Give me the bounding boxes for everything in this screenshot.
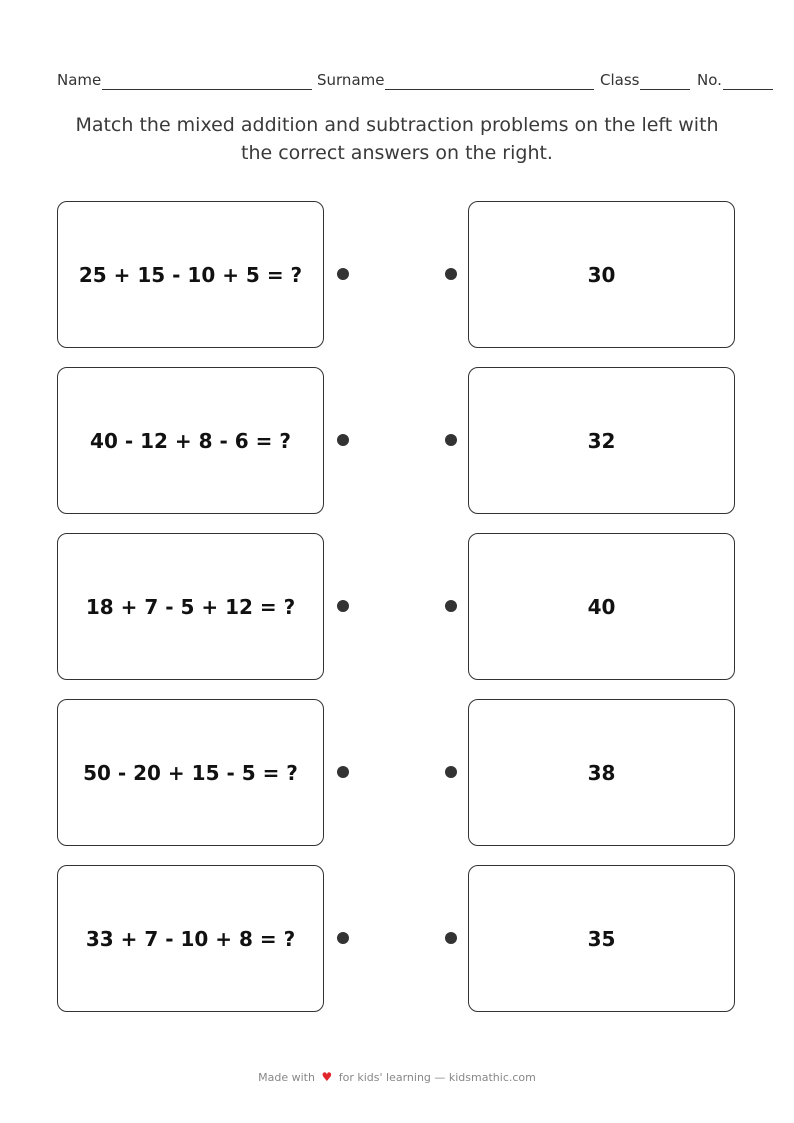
problem-connector-dot[interactable] [337, 766, 349, 778]
problem-connector-dot[interactable] [337, 268, 349, 280]
problem-connector-dot[interactable] [337, 932, 349, 944]
answer-card: 35 [468, 865, 735, 1012]
answer-connector-dot[interactable] [445, 268, 457, 280]
class-label: Class [600, 71, 640, 89]
matching-row [0, 533, 794, 682]
footer-suffix: for kids' learning — kidsmathic.com [338, 1071, 536, 1084]
problem-card: 18 + 7 - 5 + 12 = ? [57, 533, 324, 680]
instructions-text: Match the mixed addition and subtraction problems on the left with the correct answers on the right. [75, 114, 719, 164]
surname-label: Surname [317, 71, 385, 89]
name-label: Name [57, 71, 102, 89]
matching-row [0, 367, 794, 516]
problem-connector-dot[interactable] [337, 600, 349, 612]
answer-connector-dot[interactable] [445, 600, 457, 612]
answer-card: 40 [468, 533, 735, 680]
footer-credit [0, 1070, 794, 1084]
matching-row [0, 699, 794, 848]
matching-row [0, 865, 794, 1014]
problem-card: 50 - 20 + 15 - 5 = ? [57, 699, 324, 846]
problem-card: 33 + 7 - 10 + 8 = ? [57, 865, 324, 1012]
heart-icon: ♥ [321, 1070, 333, 1084]
answer-connector-dot[interactable] [445, 932, 457, 944]
footer-prefix: Made with [258, 1071, 315, 1084]
answer-card: 30 [468, 201, 735, 348]
number-label: No. [697, 71, 722, 89]
problem-card: 25 + 15 - 10 + 5 = ? [57, 201, 324, 348]
answer-connector-dot[interactable] [445, 766, 457, 778]
problem-connector-dot[interactable] [337, 434, 349, 446]
answer-card: 32 [468, 367, 735, 514]
matching-row [0, 201, 794, 350]
problem-card: 40 - 12 + 8 - 6 = ? [57, 367, 324, 514]
answer-card: 38 [468, 699, 735, 846]
answer-connector-dot[interactable] [445, 434, 457, 446]
